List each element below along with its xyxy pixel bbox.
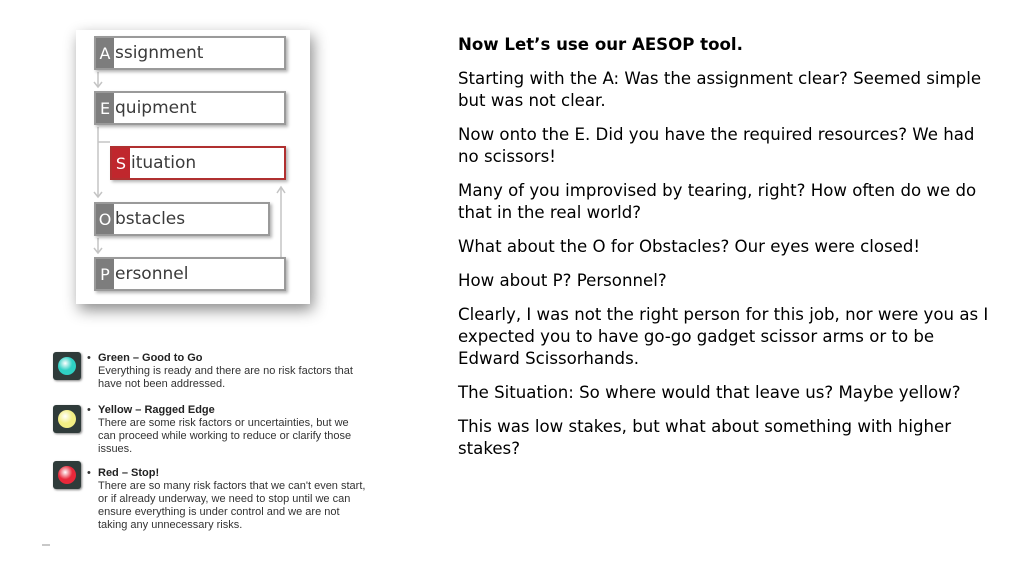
aesop-row-equipment: [94, 91, 286, 125]
aesop-letter: P: [96, 259, 114, 289]
notes-paragraph: Now onto the E. Did you have the required resources? We had no scissors!: [458, 125, 975, 166]
bullet-icon: •: [87, 404, 91, 416]
legend-head: Red – Stop!: [98, 467, 160, 479]
legend-desc: There are so many risk factors that we can't even start, or if already underway, we need to stop until we can ensure everything is under control and we are not taking any unnecessary risks.: [98, 480, 366, 531]
green-light-icon: [53, 352, 81, 380]
notes-paragraph: This was low stakes, but what about something with higher stakes?: [458, 417, 952, 458]
legend-head: Yellow – Ragged Edge: [98, 404, 215, 416]
bullet-icon: •: [87, 352, 91, 364]
aesop-letter: A: [96, 38, 114, 68]
notes-paragraph: How about P? Personnel?: [458, 271, 667, 290]
aesop-letter: O: [96, 204, 114, 234]
legend-desc: There are some risk factors or uncertainties, but we can proceed while working to reduce or clarify those issues.: [98, 417, 352, 455]
red-light-icon: [53, 461, 81, 489]
aesop-word: quipment: [115, 98, 197, 118]
notes-paragraph: Starting with the A: Was the assignment clear? Seemed simple but was not clear.: [458, 69, 982, 110]
aesop-letter: S: [112, 148, 130, 178]
aesop-word: ituation: [131, 153, 197, 173]
green-bulb: [58, 357, 76, 375]
aesop-row-assignment: [94, 36, 286, 70]
legend-head: Green – Good to Go: [98, 352, 203, 364]
notes-title: Now Let’s use our AESOP tool.: [458, 35, 743, 54]
aesop-row-personnel: [94, 257, 286, 291]
legend-item-yellow: [87, 404, 368, 456]
bullet-icon: •: [87, 467, 91, 479]
legend-item-red: [87, 467, 368, 532]
aesop-word: ersonnel: [115, 264, 189, 284]
aesop-row-obstacles: [94, 202, 270, 236]
aesop-word: bstacles: [115, 209, 186, 229]
notes-text: [458, 34, 998, 472]
aesop-row-situation: [110, 146, 286, 180]
legend-item-green: [87, 352, 368, 391]
notes-paragraph: The Situation: So where would that leave us? Maybe yellow?: [458, 383, 961, 402]
aesop-letter: E: [96, 93, 114, 123]
notes-paragraph: What about the O for Obstacles? Our eyes were closed!: [458, 237, 921, 256]
notes-paragraph: Clearly, I was not the right person for this job, nor were you as I expected you to have go-go gadget scissor arms or to be Edward Scissorhands.: [458, 305, 989, 368]
yellow-light-icon: [53, 405, 81, 433]
aesop-diagram: [76, 30, 310, 304]
notes-paragraph: Many of you improvised by tearing, right? How often do we do that in the real world?: [458, 181, 977, 222]
red-bulb: [58, 466, 76, 484]
yellow-bulb: [58, 410, 76, 428]
legend-desc: Everything is ready and there are no risk factors that have not been addressed.: [98, 365, 353, 390]
aesop-word: ssignment: [115, 43, 204, 63]
divider-mark: [42, 544, 50, 546]
